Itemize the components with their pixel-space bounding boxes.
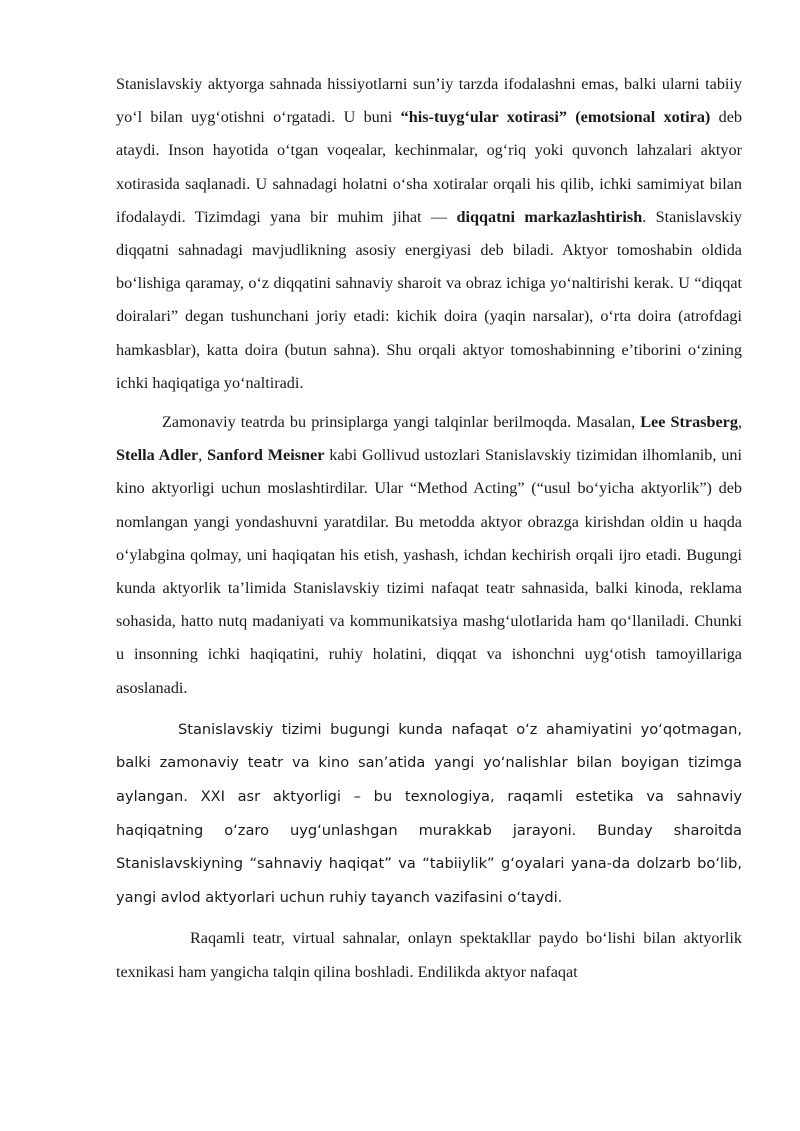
paragraph-method-acting	[116, 406, 742, 705]
text-run: Zamonaviy teatrda bu prinsiplarga yangi talqinlar berilmoqda. Masalan,	[162, 413, 641, 432]
bold-term-concentration: diqqatni markazlashtirish	[456, 207, 643, 226]
bold-name-stella-adler: Stella Adler	[116, 446, 199, 465]
text-run: deb ataydi. Inson hayotida o‘tgan voqealar, kechinmalar, og‘riq yoki quvonch lahzalari aktyor xotirasida saqlanadi. U sahnadagi holatni o‘sha xotiralar orqali his qilib, ichki samimiyat bilan ifodalaydi. Tizimdagi yana bir muhim jihat —	[116, 108, 743, 226]
text-run: Stanislavskiy tizimi bugungi kunda nafaqat o‘z ahamiyatini yo‘qotmagan, balki zamonaviy teatr va kino san’atida yangi yo‘nalishlar bilan boyigan tizimga aylangan. XXI asr aktyorligi – bu texnologiya, raqamli estetika va sahnaviy haqiqatning o‘zaro uyg‘unlashgan murakkab jarayoni. Bunday sharoitda Stanislavskiyning “sahnaviy haqiqat” va “tabiiylik” g‘oyalari yana-da dolzarb bo‘lib, yangi avlod aktyorlari uchun ruhiy tayanch vazifasini o‘taydi.	[116, 720, 742, 906]
text-run: ,	[737, 413, 742, 432]
text-run: Stanislavskiy aktyorga sahnada hissiyotlarni sun’iy tarzda ifodalashni emas, balki ularni tabiiy yo‘l bilan uyg‘otishni o‘rgatadi. U buni	[116, 75, 742, 127]
bold-name-sanford-meisner: Sanford Meisner	[207, 446, 325, 465]
text-run: kabi Gollivud ustozlari Stanislavskiy tizimidan ilhomlanib, uni kino aktyorligi uchun moslashtirdilar. Ular “Method Acting” (“usul bo‘yicha aktyorlik”) deb nomlangan yangi yondashuvni yaratdilar. Bu metodda aktyor obrazga kirishdan oldin u haqda o‘ylabgina qolmay, uni haqiqatan his etish, yashash, ichdan kechirish orqali ijro etadi. Bugungi kunda aktyorlik ta’limida Stanislavskiy tizimi nafaqat teatr sahnasida, balki kinoda, reklama sohasida, hatto nutq madaniyati va kommunikatsiya mashg‘ulotlarida ham qo‘llaniladi. Chunki u insonning ichki haqiqatini, ruhiy holatini, diqqat va ishonchni uyg‘otish tamoyillariga asoslanadi.	[116, 446, 743, 697]
document-page	[116, 68, 742, 989]
text-run: ,	[198, 446, 208, 465]
text-run: . Stanislavskiy diqqatni sahnadagi mavjudlikning asosiy energiyasi deb biladi. Aktyor tomoshabin oldida bo‘lishiga qaramay, o‘z diqqatini sahnaviy sharoit va obraz ichiga yo‘naltirishi kerak. U “diqqat doiralari” degan tushunchani joriy etadi: kichik doira (yaqin narsalar), o‘rta doira (atrofdagi hamkasblar), katta doira (butun sahna). Shu orqali aktyor tomoshabinning e’tiborini o‘zining ichki haqiqatiga yo‘naltiradi.	[116, 207, 742, 392]
paragraph-digital-theatre	[116, 922, 742, 988]
bold-name-lee-strasberg: Lee Strasberg	[640, 413, 738, 432]
paragraph-stanislavskiy-emotional-memory	[116, 68, 742, 400]
paragraph-modern-relevance	[116, 713, 742, 915]
bold-term-emotional-memory: “his-tuyg‘ular xotirasi” (emotsional xotira)	[400, 108, 711, 127]
text-run: Raqamli teatr, virtual sahnalar, onlayn spektakllar paydo bo‘lishi bilan aktyorlik texnikasi ham yangicha talqin qilina boshladi. Endilikda aktyor nafaqat	[116, 929, 742, 981]
